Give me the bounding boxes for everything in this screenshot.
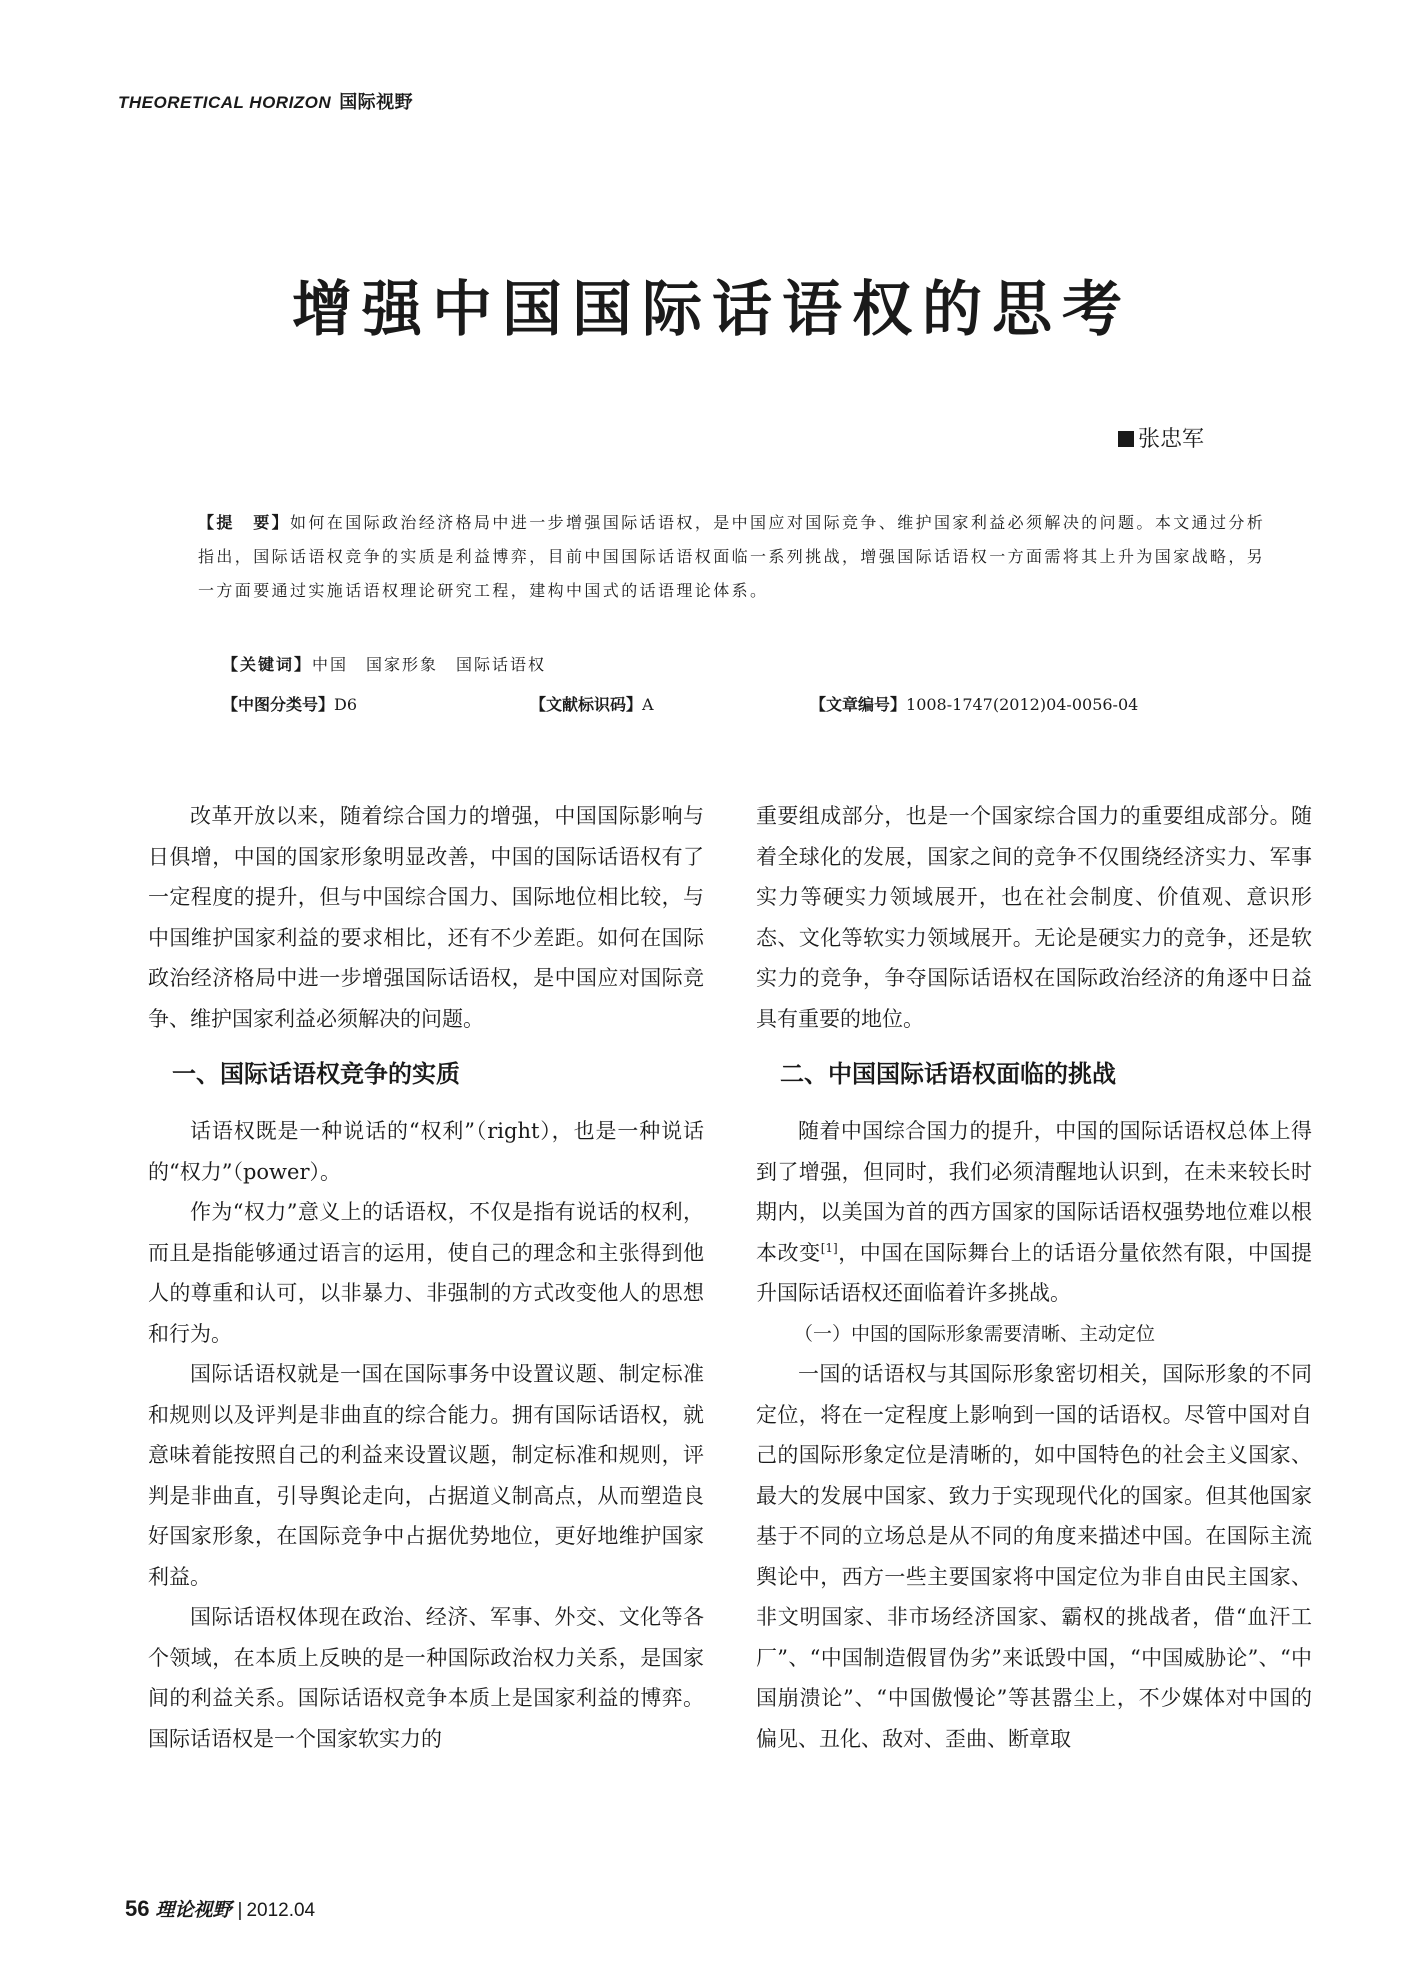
abstract [198,506,1268,608]
paragraph: 国际话语权就是一国在国际事务中设置议题、制定标准和规则以及评判是非曲直的综合能力。拥有国际话语权，就意味着能按照自己的利益来设置议题，制定标准和规则，评判是非曲直，引导舆论走向，占据道义制高点，从而塑造良好国家形象，在国际竞争中占据优势地位，更好地维护国家利益。 [148,1362,704,1589]
doc-code-label: 【文献标识码】 [530,695,643,714]
paragraph: 作为“权力”意义上的话语权，不仅是指有说话的权利，而且是指能够通过语言的运用，使自己的理念和主张得到他人的尊重和认可，以非暴力、非强制的方式改变他人的思想和行为。 [148,1200,704,1346]
article-no-label: 【文章编号】 [810,695,907,714]
paragraph: 重要组成部分，也是一个国家综合国力的重要组成部分。随着全球化的发展，国家之间的竞争不仅围绕经济实力、军事实力等硬实力领域展开，也在社会制度、价值观、意识形态、文化等软实力领域展开。无论是硬实力的竞争，还是软实力的竞争，争夺国际话语权在国际政治经济的角逐中日益具有重要的地位。 [756,804,1312,1031]
reference-marker: [1] [820,1240,838,1255]
left-column [148,796,704,1759]
article-title: 增强中国国际话语权的思考 [292,275,1132,345]
issue-date: 2012.04 [246,1900,316,1921]
keywords [222,652,546,675]
section-heading-1: 一、国际话语权竞争的实质 [172,1060,460,1088]
paragraph: 国际话语权体现在政治、经济、军事、外交、文化等各个领域，在本质上反映的是一种国际政治权力关系，是国家间的利益关系。国际话语权竞争本质上是国家利益的博弈。国际话语权是一个国家软实力的 [148,1605,704,1751]
classification-value: D6 [334,695,358,714]
classification-label: 【中图分类号】 [222,695,335,714]
document-code [530,692,654,715]
journal-name: 理论视野 [155,1899,232,1921]
author-line [1118,422,1204,453]
abstract-label: 【提 要】 [198,513,291,532]
header-cn: 国际视野 [339,92,414,112]
header-en: THEORETICAL HORIZON [118,93,332,112]
paragraph: 改革开放以来，随着综合国力的增强，中国国际影响与日俱增，中国的国家形象明显改善，中国的国际话语权有了一定程度的提升，但与中国综合国力、国际地位相比较，与中国维护国家利益的要求相比，还有不少差距。如何在国际政治经济格局中进一步增强国际话语权，是中国应对国际竞争、维护国家利益必须解决的问题。 [148,804,704,1031]
section-heading-2: 二、中国国际话语权面临的挑战 [780,1060,1116,1088]
page-number: 56 [125,1896,150,1921]
keywords-text: 中国 国家形象 国际话语权 [312,655,547,674]
paragraph: 话语权既是一种说话的“权利”（right），也是一种说话的“权力”（power）。 [148,1119,704,1184]
right-column [756,796,1312,1759]
subsection-heading: （一）中国的国际形象需要清晰、主动定位 [794,1322,1156,1345]
article-number [810,692,1138,715]
paragraph: 一国的话语权与其国际形象密切相关，国际形象的不同定位，将在一定程度上影响到一国的话语权。尽管中国对自己的国际形象定位是清晰的，如中国特色的社会主义国家、最大的发展中国家、致力于实现现代化的国家。但其他国家基于不同的立场总是从不同的角度来描述中国。在国际主流舆论中，西方一些主要国家将中国定位为非自由民主国家、非文明国家、非市场经济国家、霸权的挑战者，借“血汗工厂”、“中国制造假冒伪劣”来诋毁中国，“中国威胁论”、“中国崩溃论”、“中国傲慢论”等甚嚣尘上，不少媒体对中国的偏见、丑化、敌对、歪曲、断章取 [756,1362,1312,1751]
paragraph-text: ，中国在国际舞台上的话语分量依然有限，中国提升国际话语权还面临着许多挑战。 [756,1240,1313,1305]
article-no-value: 1008-1747(2012)04-0056-04 [906,695,1139,714]
page-footer [125,1895,315,1922]
classification-number [222,692,357,715]
paragraph-text: 随着中国综合国力的提升，中国的国际话语权总体上得到了增强，但同时，我们必须清醒地认识到，在未来较长时期内，以美国为首的西方国家的国际话语权强势地位难以根本改变 [756,1119,1312,1265]
abstract-text: 如何在国际政治经济格局中进一步增强国际话语权，是中国应对国际竞争、维护国家利益必须解决的问题。本文通过分析指出，国际话语权竞争的实质是利益博弈，目前中国国际话语权面临一系列挑战，增强国际话语权一方面需将其上升为国家战略，另一方面要通过实施话语权理论研究工程，建构中国式的话语理论体系。 [198,513,1266,600]
keywords-label: 【关键词】 [222,655,313,674]
doc-code-value: A [642,695,654,714]
author-name: 张忠军 [1137,427,1204,452]
running-header [118,88,413,114]
paragraph [756,1111,1312,1314]
footer-divider: | [237,1900,243,1921]
square-bullet-icon [1118,431,1134,447]
